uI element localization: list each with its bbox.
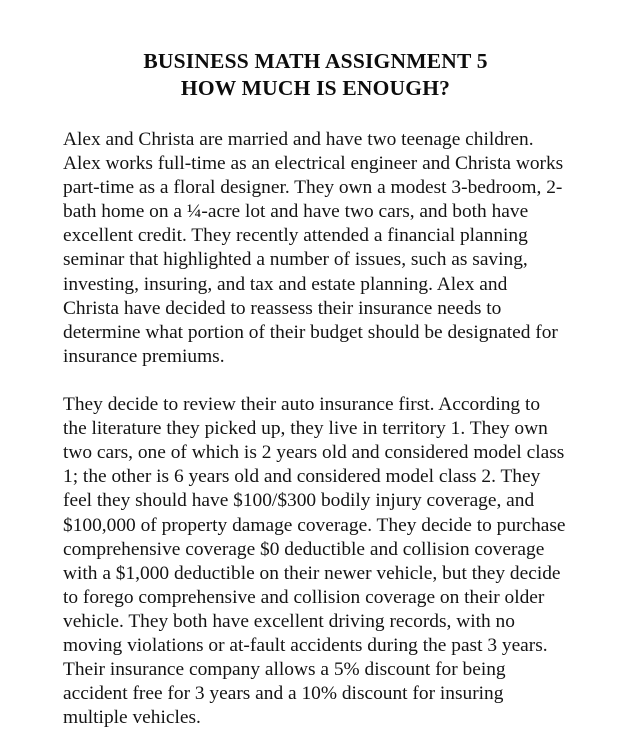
text-line: excellent credit. They recently attended a financial planning [63,225,528,247]
text-line: $100,000 of property damage coverage. They decide to purchase [63,514,566,536]
text-line: determine what portion of their budget should be designated for [63,321,558,343]
text-line: Christa have decided to reassess their insurance needs to [63,297,502,319]
text-line: 1; the other is 6 years old and considered model class 2. They [63,466,541,488]
paragraph-intro [63,128,564,369]
text-line: accident free for 3 years and a 10% discount for insuring [63,683,504,705]
document-title [0,0,631,102]
document-title-line-1: BUSINESS MATH ASSIGNMENT 5 [143,49,488,73]
paragraph-auto-insurance [63,393,566,730]
text-line: part-time as a floral designer. They own a modest 3-bedroom, 2- [63,177,563,199]
text-line: vehicle. They both have excellent driving records, with no [63,610,515,632]
text-line: Their insurance company allows a 5% discount for being [63,659,506,681]
text-line: moving violations or at-fault accidents during the past 3 years. [63,634,548,656]
text-line: the literature they picked up, they live in territory 1. They own [63,418,548,440]
text-line: Alex and Christa are married and have two teenage children. [63,129,534,150]
document-body [0,102,631,730]
text-line: to forego comprehensive and collision coverage on their older [63,586,545,608]
text-line: bath home on a ¼-acre lot and have two cars, and both have [63,201,529,223]
text-line: Alex works full-time as an electrical engineer and Christa works [63,153,564,175]
text-line: with a $1,000 deductible on their newer vehicle, but they decide [63,562,561,584]
text-line: multiple vehicles. [63,707,201,729]
text-line: investing, insuring, and tax and estate planning. Alex and [63,273,508,295]
text-line: feel they should have $100/$300 bodily injury coverage, and [63,490,535,512]
text-line: seminar that highlighted a number of issues, such as saving, [63,249,528,271]
text-line: insurance premiums. [63,345,225,367]
text-line: two cars, one of which is 2 years old and considered model class [63,442,565,464]
text-line: They decide to review their auto insurance first. According to [63,394,541,416]
text-line: comprehensive coverage $0 deductible and collision coverage [63,538,545,560]
document-title-line-2: HOW MUCH IS ENOUGH? [180,76,451,100]
